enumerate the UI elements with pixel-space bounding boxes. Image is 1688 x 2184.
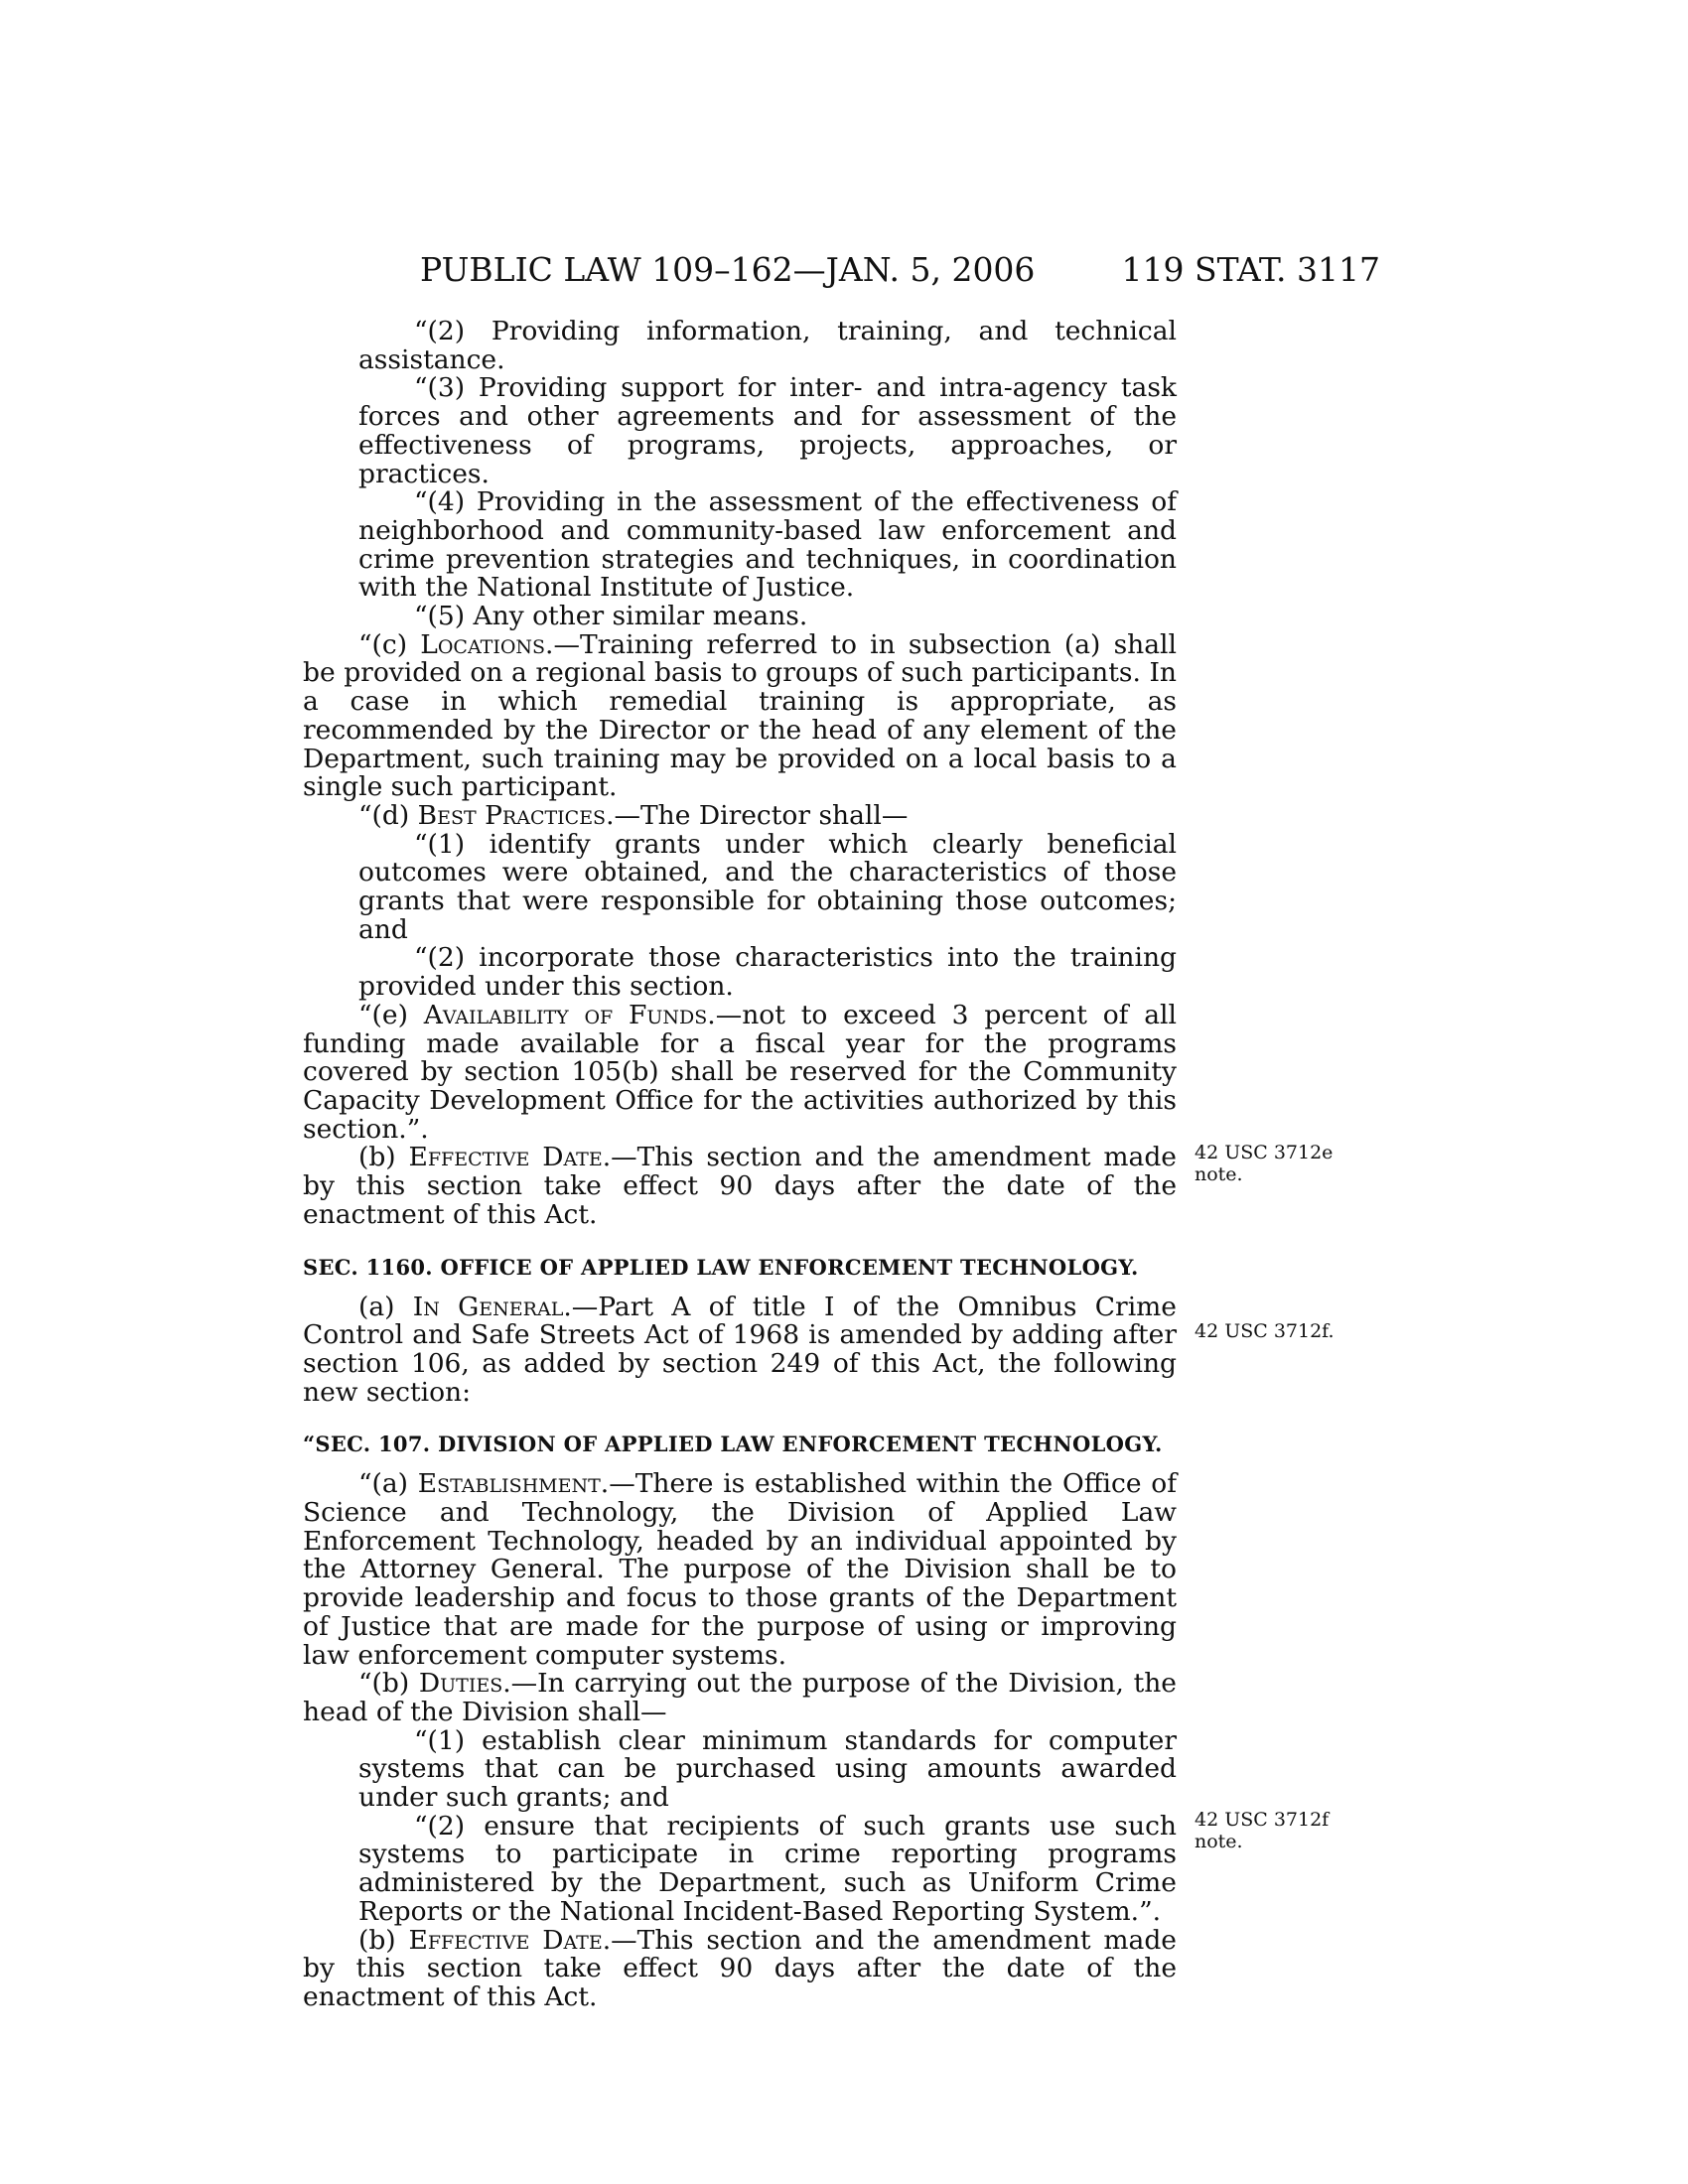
subsection-heading: Effective Date [408,1924,603,1956]
subsection-e: “(e) Availability of Funds.—not to exceed 3 percent of all funding made available for a fiscal year for the programs covered by section 105(b) shall be reserved for the Community Capacity Development Office for the activities authorized by this section.”. [303,999,1178,1145]
running-head [298,248,1380,292]
paragraph-b3: “(3) Providing support for inter- and intra-agency task forces and other agreements and for assessment of the effectiveness of programs, projects, approaches, or practices. [358,372,1177,489]
subsection-duties: “(b) Duties.—In carrying out the purpose of the Division, the head of the Division shall— [303,1668,1177,1727]
subsection-heading: In General [412,1291,564,1322]
subsection-heading: Effective Date [408,1142,603,1173]
paragraph-b2: “(2) Providing information, training, and technical assistance. [358,316,1177,375]
paragraph-d1: “(1) identify grants under which clearly beneficial outcomes were obtained, and the characteristics of those grants that were responsible for obtaining those outcomes; and [358,828,1177,945]
subsection-d: “(d) Best Practices.—The Director shall— [358,799,909,831]
paragraph-duties-2: “(2) ensure that recipients of such grants use such systems to participate in crime reporting programs administered by the Department, such as Uniform Crime Reports or the National Incident-Based Reporting System.”. [358,1810,1177,1927]
margin-note-3712f-note: 42 USC 3712f note. [1195,1809,1330,1852]
effective-date-2: (b) Effective Date.—This section and the amendment made by this section take effect 90 days after the date of the enactment of this Act. [303,1924,1177,2012]
section-heading-107: “SEC. 107. DIVISION OF APPLIED LAW ENFORCEMENT TECHNOLOGY. [303,1432,1163,1457]
margin-note-3712f: 42 USC 3712f. [1195,1320,1335,1342]
statute-citation: 119 STAT. 3117 [1121,250,1380,289]
section-heading-1160: SEC. 1160. OFFICE OF APPLIED LAW ENFORCEMENT TECHNOLOGY. [303,1254,1139,1280]
margin-note-3712e: 42 USC 3712e note. [1195,1142,1334,1185]
paragraph-d2: “(2) incorporate those characteristics into the training provided under this section. [358,942,1177,1003]
subsection-establishment: “(a) Establishment.—There is established within the Office of Science and Technology, the Division of Applied Law Enforcement Technology, headed by an individual appointed by the Attorney General. The purpose of the Division shall be to provide leadership and focus to those grants of the Department of Justice that are made for the purpose of using or improving law enforcement computer systems. [303,1468,1178,1671]
paragraph-b4: “(4) Providing in the assessment of the effectiveness of neighborhood and community-based law enforcement and crime prevention strategies and techniques, in coordination with the National Institute of Justice. [358,486,1177,604]
page-title: PUBLIC LAW 109–162—JAN. 5, 2006 [420,250,1036,289]
document-body [303,318,1177,2012]
effective-date-1: (b) Effective Date.—This section and the amendment made by this section take effect 90 days after the date of the enactment of this Act. [303,1142,1177,1230]
paragraph-duties-1: “(1) establish clear minimum standards for computer systems that can be purchased using amounts awarded under such grants; and [358,1724,1177,1814]
paragraph-b5: “(5) Any other similar means. [414,601,808,632]
subsection-heading: Availability of Funds [423,999,708,1030]
subsection-c: “(c) Locations.—Training referred to in subsection (a) shall be provided on a regional basis to groups of such participants. In a case in which remedial training is appropriate, as recommended by the Director or the head of any element of the Department, such training may be provided on a local basis to a single such participant. [303,628,1177,803]
subsection-heading: Establishment [417,1468,601,1500]
subsection-a: (a) In General.—Part A of title I of the Omnibus Crime Control and Safe Streets Act of 1968 is amended by adding after section 106, as added by section 249 of this Act, the following new section: [303,1291,1177,1408]
subsection-heading: Duties [418,1668,503,1700]
subsection-heading: Best Practices [417,799,607,831]
subsection-heading: Locations [420,628,546,660]
